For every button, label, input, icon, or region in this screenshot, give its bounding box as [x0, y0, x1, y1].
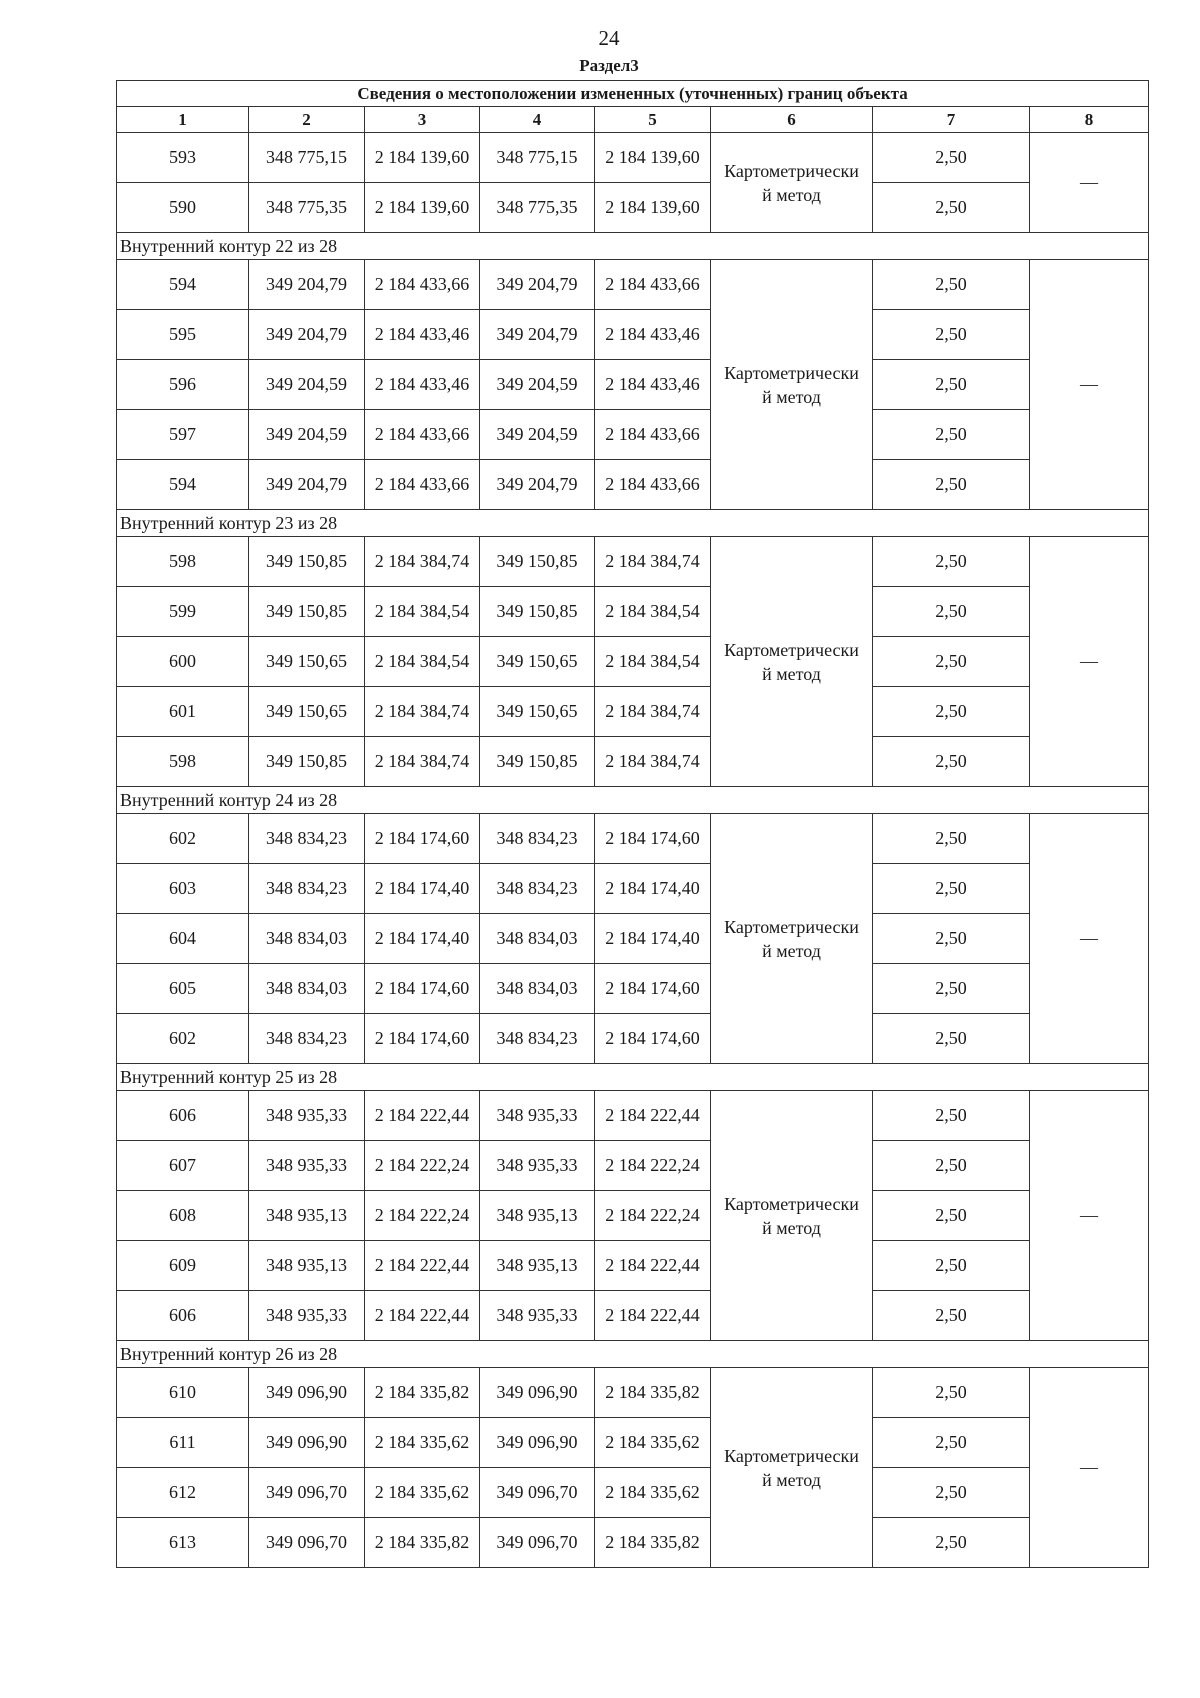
y-cell: 2 184 174,40 [365, 864, 480, 914]
x-new-cell: 349 150,65 [480, 687, 595, 737]
point-number-cell: 600 [117, 637, 249, 687]
table-row [117, 1291, 1149, 1341]
page-number: 24 [598, 26, 620, 50]
column-number: 8 [1030, 107, 1149, 133]
y-new-cell: 2 184 384,54 [595, 637, 711, 687]
x-cell: 349 204,59 [249, 410, 365, 460]
point-number-cell: 607 [117, 1141, 249, 1191]
accuracy-cell: 2,50 [873, 587, 1030, 637]
y-new-cell: 2 184 433,66 [595, 260, 711, 310]
method-cell [711, 814, 873, 1064]
x-new-cell: 348 935,33 [480, 1141, 595, 1191]
point-number-cell: 593 [117, 133, 249, 183]
x-cell: 348 834,03 [249, 964, 365, 1014]
x-new-cell: 348 935,13 [480, 1191, 595, 1241]
accuracy-cell: 2,50 [873, 1518, 1030, 1568]
contour-header-row [117, 1064, 1149, 1091]
point-number-cell: 598 [117, 737, 249, 787]
y-new-cell: 2 184 222,44 [595, 1091, 711, 1141]
x-cell: 348 935,33 [249, 1291, 365, 1341]
accuracy-cell: 2,50 [873, 133, 1030, 183]
table-row [117, 637, 1149, 687]
y-cell: 2 184 174,60 [365, 814, 480, 864]
method-text-line2: й метод [762, 386, 821, 407]
y-new-cell: 2 184 384,54 [595, 587, 711, 637]
column-8-dash: — [1030, 1368, 1149, 1568]
contour-header-row [117, 510, 1149, 537]
accuracy-cell: 2,50 [873, 310, 1030, 360]
y-new-cell: 2 184 335,82 [595, 1368, 711, 1418]
point-number-cell: 604 [117, 914, 249, 964]
accuracy-cell: 2,50 [873, 460, 1030, 510]
table-row [117, 814, 1149, 864]
y-new-cell: 2 184 335,62 [595, 1418, 711, 1468]
y-cell: 2 184 174,60 [365, 964, 480, 1014]
x-cell: 349 150,85 [249, 737, 365, 787]
method-cell [711, 1091, 873, 1341]
contour-label: Внутренний контур 22 из 28 [117, 233, 1149, 260]
table-row [117, 1014, 1149, 1064]
table-row [117, 587, 1149, 637]
y-new-cell: 2 184 433,46 [595, 310, 711, 360]
point-number-cell: 611 [117, 1418, 249, 1468]
table-row [117, 460, 1149, 510]
x-new-cell: 349 204,59 [480, 410, 595, 460]
x-cell: 348 935,33 [249, 1091, 365, 1141]
accuracy-cell: 2,50 [873, 814, 1030, 864]
point-number-cell: 594 [117, 260, 249, 310]
y-new-cell: 2 184 222,24 [595, 1141, 711, 1191]
table-row [117, 260, 1149, 310]
point-number-cell: 612 [117, 1468, 249, 1518]
contour-header-row [117, 787, 1149, 814]
method-text-line1: Картометрически [724, 1445, 859, 1466]
x-cell: 348 935,13 [249, 1241, 365, 1291]
table-row [117, 737, 1149, 787]
contour-header-row [117, 233, 1149, 260]
y-cell: 2 184 139,60 [365, 183, 480, 233]
point-number-cell: 613 [117, 1518, 249, 1568]
y-cell: 2 184 335,62 [365, 1468, 480, 1518]
x-cell: 348 935,33 [249, 1141, 365, 1191]
y-cell: 2 184 335,82 [365, 1368, 480, 1418]
point-number-cell: 595 [117, 310, 249, 360]
column-8-dash: — [1030, 1091, 1149, 1341]
table-row [117, 687, 1149, 737]
y-cell: 2 184 384,74 [365, 737, 480, 787]
method-text-line2: й метод [762, 1217, 821, 1238]
x-cell: 349 096,90 [249, 1368, 365, 1418]
x-new-cell: 348 775,35 [480, 183, 595, 233]
accuracy-cell: 2,50 [873, 1368, 1030, 1418]
x-new-cell: 349 096,70 [480, 1518, 595, 1568]
accuracy-cell: 2,50 [873, 1141, 1030, 1191]
x-new-cell: 349 150,65 [480, 637, 595, 687]
point-number-cell: 601 [117, 687, 249, 737]
x-new-cell: 348 935,33 [480, 1091, 595, 1141]
method-text-line2: й метод [762, 184, 821, 205]
point-number-cell: 598 [117, 537, 249, 587]
table-row [117, 964, 1149, 1014]
x-new-cell: 348 935,13 [480, 1241, 595, 1291]
column-8-dash: — [1030, 537, 1149, 787]
column-number: 2 [249, 107, 365, 133]
point-number-cell: 606 [117, 1091, 249, 1141]
x-cell: 348 775,35 [249, 183, 365, 233]
y-cell: 2 184 433,66 [365, 260, 480, 310]
column-8-dash: — [1030, 133, 1149, 233]
accuracy-cell: 2,50 [873, 360, 1030, 410]
y-new-cell: 2 184 335,62 [595, 1468, 711, 1518]
point-number-cell: 606 [117, 1291, 249, 1341]
y-new-cell: 2 184 335,82 [595, 1518, 711, 1568]
table-row [117, 1091, 1149, 1141]
method-cell [711, 537, 873, 787]
point-number-cell: 599 [117, 587, 249, 637]
x-cell: 349 150,65 [249, 637, 365, 687]
x-cell: 349 204,59 [249, 360, 365, 410]
x-cell: 349 204,79 [249, 260, 365, 310]
accuracy-cell: 2,50 [873, 1418, 1030, 1468]
y-cell: 2 184 222,44 [365, 1291, 480, 1341]
x-new-cell: 349 096,70 [480, 1468, 595, 1518]
x-new-cell: 348 834,23 [480, 814, 595, 864]
y-cell: 2 184 384,54 [365, 587, 480, 637]
table-row [117, 1241, 1149, 1291]
table-row [117, 1418, 1149, 1468]
table-row [117, 864, 1149, 914]
y-cell: 2 184 222,24 [365, 1141, 480, 1191]
x-new-cell: 348 935,33 [480, 1291, 595, 1341]
column-numbers-row [117, 107, 1149, 133]
column-number: 7 [873, 107, 1030, 133]
y-new-cell: 2 184 222,24 [595, 1191, 711, 1241]
method-text-line1: Картометрически [724, 916, 859, 937]
column-number: 5 [595, 107, 711, 133]
point-number-cell: 609 [117, 1241, 249, 1291]
point-number-cell: 608 [117, 1191, 249, 1241]
x-cell: 349 096,70 [249, 1518, 365, 1568]
method-text-line2: й метод [762, 1469, 821, 1490]
x-cell: 348 834,23 [249, 1014, 365, 1064]
y-new-cell: 2 184 384,74 [595, 737, 711, 787]
column-number: 1 [117, 107, 249, 133]
method-cell [711, 133, 873, 233]
method-text-line1: Картометрически [724, 160, 859, 181]
table-row [117, 1518, 1149, 1568]
accuracy-cell: 2,50 [873, 964, 1030, 1014]
column-8-dash: — [1030, 814, 1149, 1064]
accuracy-cell: 2,50 [873, 410, 1030, 460]
y-new-cell: 2 184 174,60 [595, 964, 711, 1014]
accuracy-cell: 2,50 [873, 864, 1030, 914]
x-new-cell: 348 834,03 [480, 964, 595, 1014]
y-new-cell: 2 184 222,44 [595, 1241, 711, 1291]
contour-label: Внутренний контур 23 из 28 [117, 510, 1149, 537]
y-cell: 2 184 335,82 [365, 1518, 480, 1568]
column-number: 3 [365, 107, 480, 133]
accuracy-cell: 2,50 [873, 1191, 1030, 1241]
table-row [117, 1141, 1149, 1191]
y-cell: 2 184 433,66 [365, 410, 480, 460]
table-row [117, 1468, 1149, 1518]
method-text-line2: й метод [762, 940, 821, 961]
y-cell: 2 184 384,74 [365, 537, 480, 587]
table-row [117, 914, 1149, 964]
x-new-cell: 348 834,03 [480, 914, 595, 964]
method-text-line1: Картометрически [724, 1193, 859, 1214]
point-number-cell: 590 [117, 183, 249, 233]
table-row [117, 1368, 1149, 1418]
method-cell [711, 1368, 873, 1568]
contour-label: Внутренний контур 25 из 28 [117, 1064, 1149, 1091]
method-cell [711, 260, 873, 510]
y-new-cell: 2 184 384,74 [595, 687, 711, 737]
x-cell: 349 150,65 [249, 687, 365, 737]
contour-label: Внутренний контур 26 из 28 [117, 1341, 1149, 1368]
point-number-cell: 603 [117, 864, 249, 914]
y-cell: 2 184 384,54 [365, 637, 480, 687]
contour-header-row [117, 1341, 1149, 1368]
x-cell: 349 096,90 [249, 1418, 365, 1468]
y-new-cell: 2 184 384,74 [595, 537, 711, 587]
accuracy-cell: 2,50 [873, 1241, 1030, 1291]
column-number: 4 [480, 107, 595, 133]
x-cell: 348 834,23 [249, 864, 365, 914]
point-number-cell: 602 [117, 1014, 249, 1064]
y-new-cell: 2 184 139,60 [595, 183, 711, 233]
point-number-cell: 596 [117, 360, 249, 410]
column-number: 6 [711, 107, 873, 133]
point-number-cell: 597 [117, 410, 249, 460]
x-new-cell: 349 204,59 [480, 360, 595, 410]
point-number-cell: 605 [117, 964, 249, 1014]
method-text-line1: Картометрически [724, 362, 859, 383]
accuracy-cell: 2,50 [873, 537, 1030, 587]
x-new-cell: 349 204,79 [480, 260, 595, 310]
y-new-cell: 2 184 433,66 [595, 460, 711, 510]
x-cell: 348 834,23 [249, 814, 365, 864]
x-new-cell: 349 096,90 [480, 1418, 595, 1468]
y-cell: 2 184 174,60 [365, 1014, 480, 1064]
boundary-coordinates-table [116, 80, 1149, 1568]
x-new-cell: 349 150,85 [480, 737, 595, 787]
x-cell: 348 834,03 [249, 914, 365, 964]
x-cell: 349 150,85 [249, 587, 365, 637]
y-cell: 2 184 384,74 [365, 687, 480, 737]
accuracy-cell: 2,50 [873, 1091, 1030, 1141]
accuracy-cell: 2,50 [873, 637, 1030, 687]
x-new-cell: 348 775,15 [480, 133, 595, 183]
y-cell: 2 184 433,46 [365, 360, 480, 410]
table-row [117, 1191, 1149, 1241]
y-cell: 2 184 174,40 [365, 914, 480, 964]
y-cell: 2 184 222,44 [365, 1091, 480, 1141]
section-title: Раздел3 [579, 56, 639, 75]
table-row [117, 537, 1149, 587]
x-new-cell: 349 150,85 [480, 587, 595, 637]
table-row [117, 310, 1149, 360]
y-new-cell: 2 184 174,40 [595, 864, 711, 914]
y-cell: 2 184 222,24 [365, 1191, 480, 1241]
y-new-cell: 2 184 222,44 [595, 1291, 711, 1341]
y-cell: 2 184 139,60 [365, 133, 480, 183]
y-new-cell: 2 184 433,46 [595, 360, 711, 410]
y-new-cell: 2 184 174,60 [595, 814, 711, 864]
accuracy-cell: 2,50 [873, 1014, 1030, 1064]
contour-label: Внутренний контур 24 из 28 [117, 787, 1149, 814]
x-cell: 349 204,79 [249, 310, 365, 360]
accuracy-cell: 2,50 [873, 687, 1030, 737]
table-row [117, 360, 1149, 410]
accuracy-cell: 2,50 [873, 737, 1030, 787]
table-row [117, 183, 1149, 233]
x-new-cell: 349 150,85 [480, 537, 595, 587]
point-number-cell: 610 [117, 1368, 249, 1418]
method-text-line2: й метод [762, 663, 821, 684]
column-8-dash: — [1030, 260, 1149, 510]
table-caption-row [117, 81, 1149, 107]
accuracy-cell: 2,50 [873, 914, 1030, 964]
point-number-cell: 602 [117, 814, 249, 864]
y-cell: 2 184 335,62 [365, 1418, 480, 1468]
y-new-cell: 2 184 174,40 [595, 914, 711, 964]
x-new-cell: 349 204,79 [480, 460, 595, 510]
y-cell: 2 184 222,44 [365, 1241, 480, 1291]
x-new-cell: 349 204,79 [480, 310, 595, 360]
accuracy-cell: 2,50 [873, 1291, 1030, 1341]
y-new-cell: 2 184 433,66 [595, 410, 711, 460]
table-caption: Сведения о местоположении измененных (уточненных) границ объекта [117, 81, 1149, 107]
x-new-cell: 349 096,90 [480, 1368, 595, 1418]
x-cell: 349 204,79 [249, 460, 365, 510]
y-cell: 2 184 433,46 [365, 310, 480, 360]
table-row [117, 133, 1149, 183]
accuracy-cell: 2,50 [873, 1468, 1030, 1518]
method-text-line1: Картометрически [724, 639, 859, 660]
x-new-cell: 348 834,23 [480, 864, 595, 914]
accuracy-cell: 2,50 [873, 183, 1030, 233]
x-cell: 348 935,13 [249, 1191, 365, 1241]
accuracy-cell: 2,50 [873, 260, 1030, 310]
x-cell: 349 096,70 [249, 1468, 365, 1518]
y-new-cell: 2 184 139,60 [595, 133, 711, 183]
x-cell: 349 150,85 [249, 537, 365, 587]
y-new-cell: 2 184 174,60 [595, 1014, 711, 1064]
point-number-cell: 594 [117, 460, 249, 510]
table-row [117, 410, 1149, 460]
y-cell: 2 184 433,66 [365, 460, 480, 510]
x-cell: 348 775,15 [249, 133, 365, 183]
table-body [117, 81, 1149, 1568]
x-new-cell: 348 834,23 [480, 1014, 595, 1064]
